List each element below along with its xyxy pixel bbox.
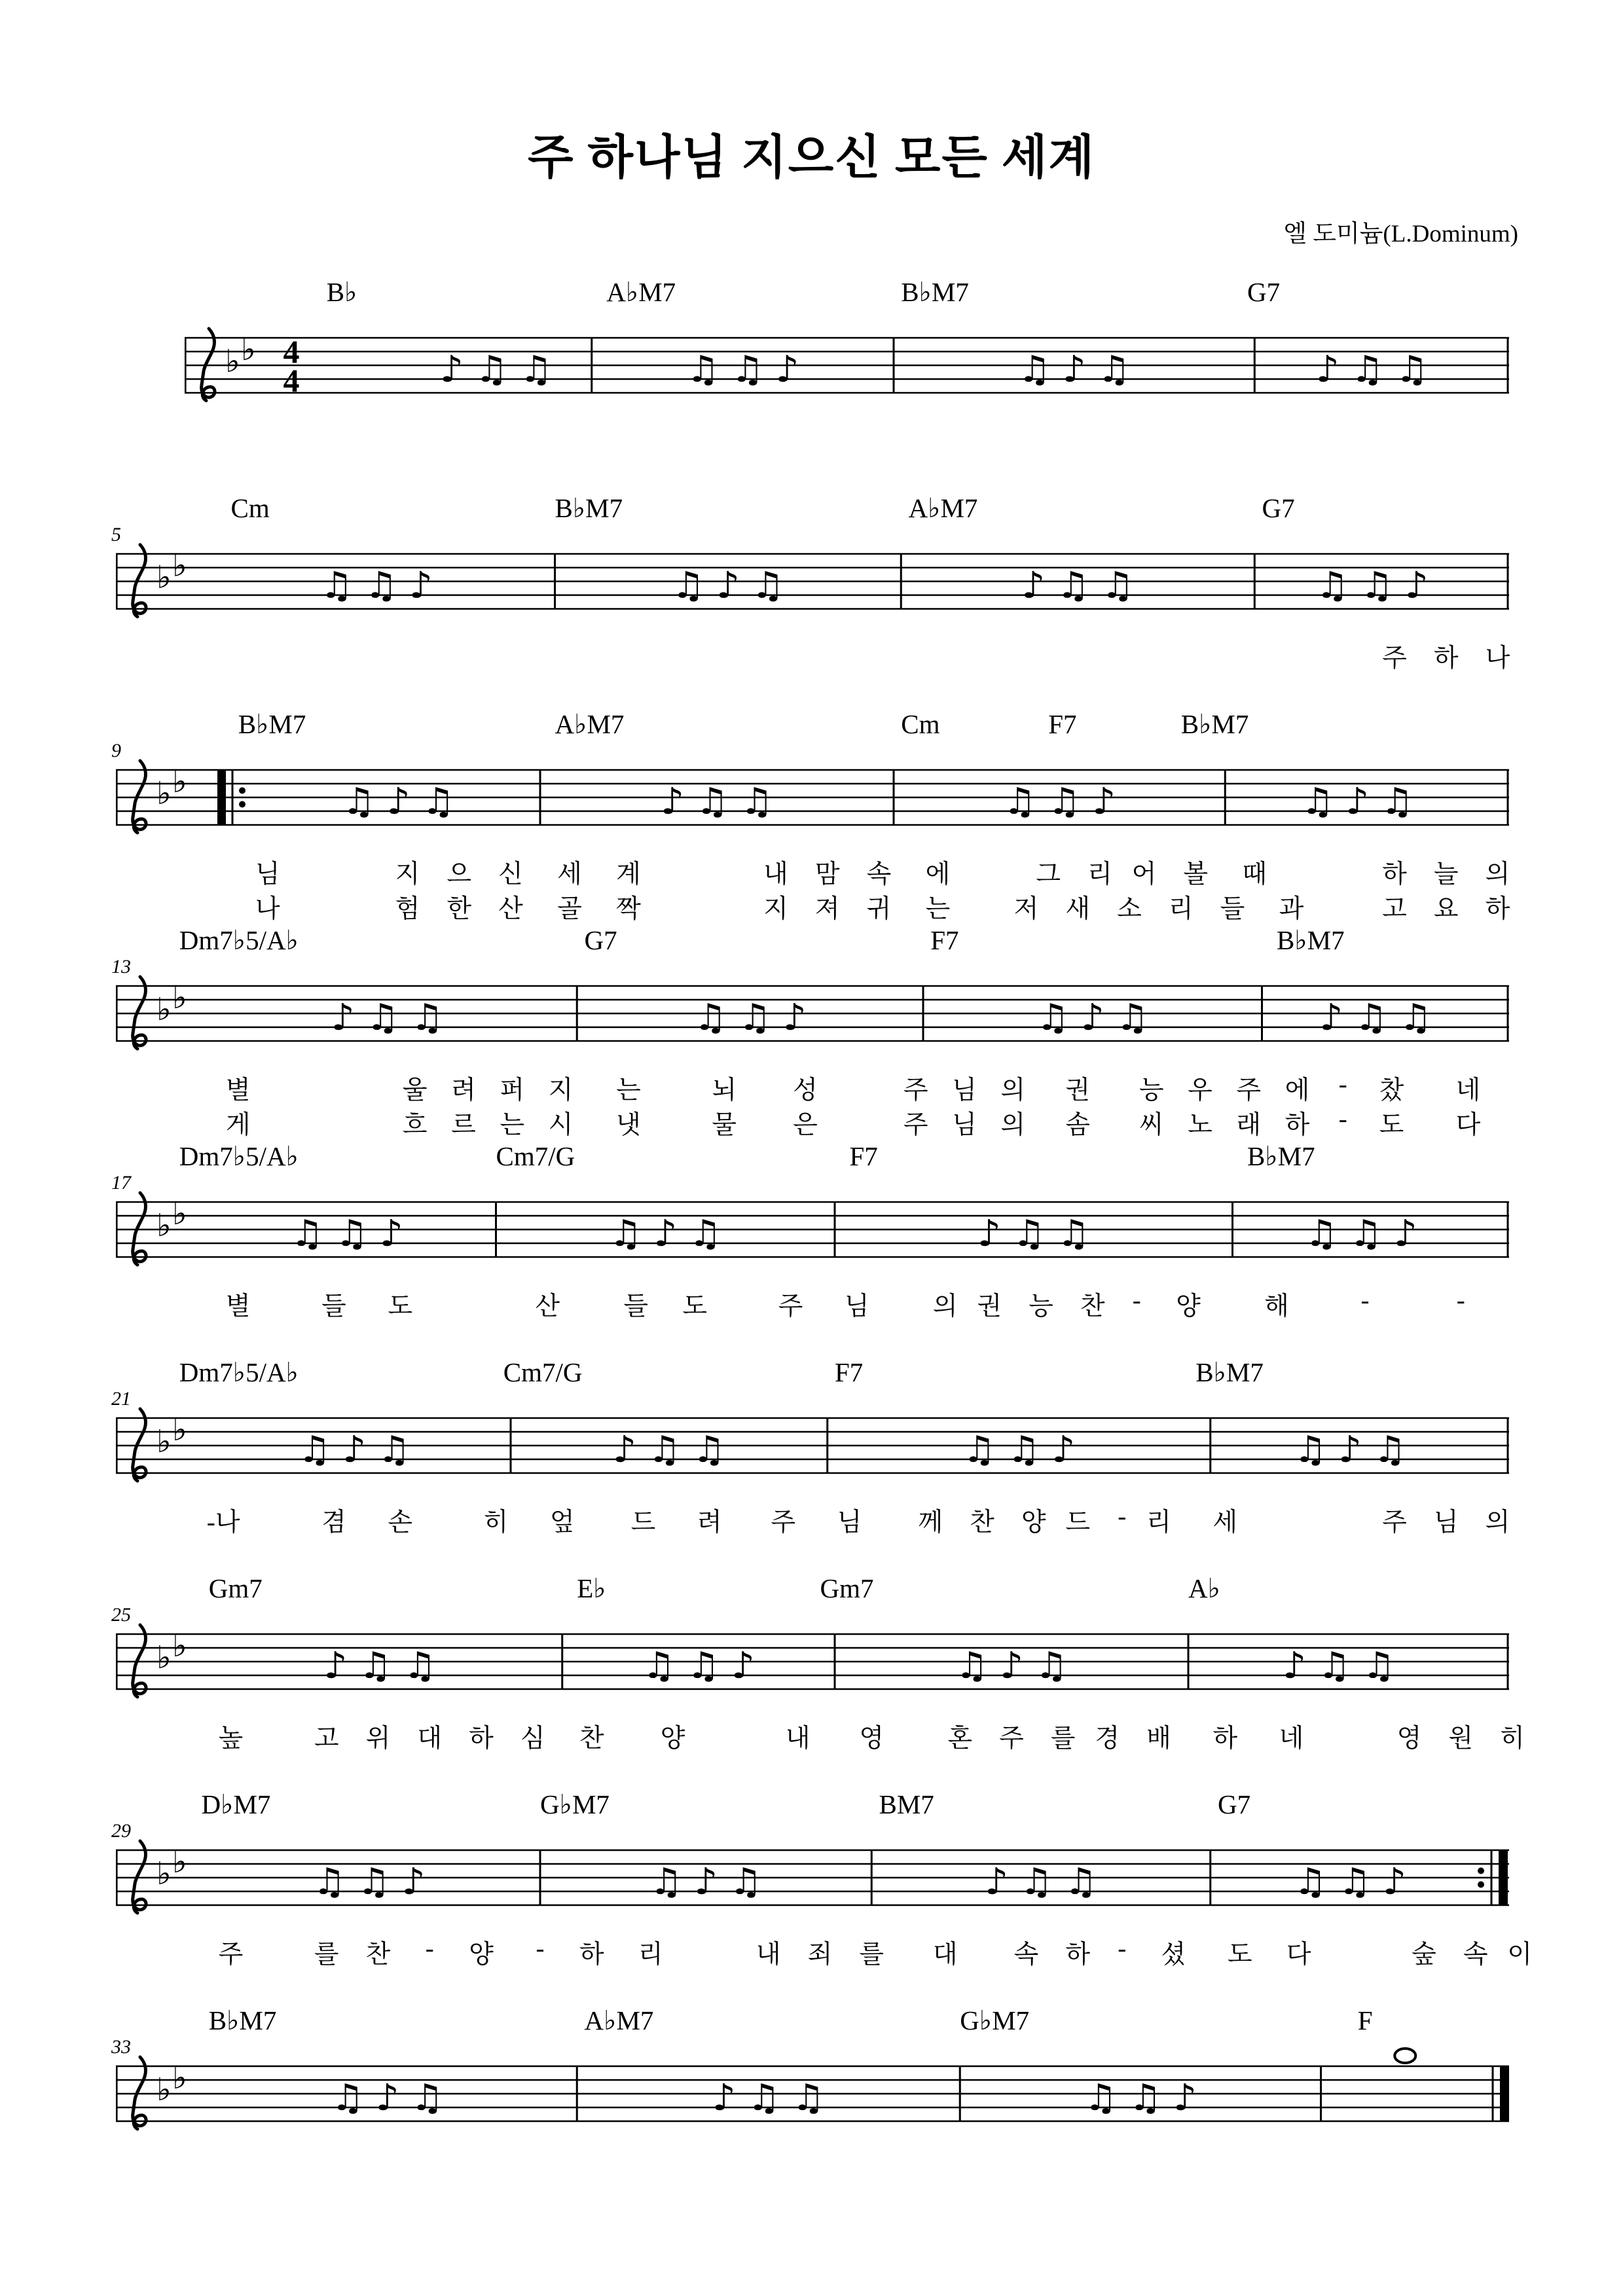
lyric-syllable: 께 — [918, 1508, 943, 1537]
lyric-syllable: 흐 — [402, 1111, 428, 1139]
lyric-syllable: 저 — [1013, 895, 1039, 923]
key-signature-flat-icon: ♭ — [156, 2071, 172, 2108]
measure-number: 29 — [111, 1820, 131, 1842]
staff-system — [98, 923, 1571, 1139]
key-signature-flat-icon: ♭ — [156, 1639, 172, 1676]
lyric-syllable: 성 — [793, 1076, 818, 1104]
lyric-syllable: 양 — [660, 1724, 685, 1753]
chord-symbol: B♭M7 — [208, 2005, 277, 2035]
notes-glyphs: ♫ ♪ ♫ — [331, 2077, 444, 2120]
chord-symbol: A♭M7 — [584, 2005, 654, 2035]
time-signature — [283, 333, 300, 399]
notes-glyphs: ♪ ♫ ♫ — [331, 996, 444, 1040]
chord-symbol: F7 — [1048, 709, 1077, 739]
lyric-syllable: 과 — [1279, 895, 1304, 923]
chord-symbol: Cm — [230, 493, 270, 523]
lyric-syllable: 냇 — [616, 1111, 641, 1139]
notes-glyphs: ♪ ♫ ♫ — [1283, 1645, 1395, 1688]
lyric-syllable: 의 — [1000, 1076, 1026, 1104]
lyric-syllable: 골 — [557, 895, 582, 923]
lyric-syllable: - — [1456, 1286, 1465, 1315]
lyric-syllable: 찬 — [970, 1508, 994, 1537]
lyric-syllable: 찬 — [365, 1941, 391, 1969]
notes-glyphs: ♫ ♫ ♪ — [319, 564, 433, 608]
lyric-syllable: - — [1338, 1105, 1347, 1133]
notes-glyphs: ♫ ♪ ♫ — [1301, 780, 1413, 824]
chord-symbol: B♭ — [326, 277, 357, 307]
lyric-syllable: 은 — [793, 1111, 818, 1139]
lyric-syllable: - — [1118, 1503, 1127, 1531]
lyric-syllable: 의 — [1000, 1111, 1026, 1139]
notes-glyphs: ♪ ♫ ♫ — [1319, 996, 1432, 1040]
lyric-syllable: 양 — [1176, 1292, 1201, 1321]
lyric-syllable: 권 — [1065, 1076, 1091, 1104]
lyric-syllable: 님 — [952, 1111, 977, 1139]
staff-system — [98, 1571, 1571, 1787]
lyric-syllable: 에 — [925, 860, 951, 888]
lyric-syllable: 퍼 — [500, 1076, 525, 1104]
lyric-syllable: 님 — [844, 1292, 869, 1321]
lyric-syllable: 높 — [218, 1724, 244, 1753]
lyric-syllable: 주 — [771, 1508, 796, 1537]
score-systems — [98, 275, 1571, 2239]
lyric-syllable: 나 — [255, 895, 280, 923]
key-signature-flat-icon: ♭ — [156, 1207, 172, 1244]
chord-symbol: B♭M7 — [1247, 1141, 1315, 1171]
chord-symbol: F7 — [849, 1141, 878, 1171]
staff — [98, 981, 1571, 1069]
lyric-syllable: 주 — [903, 1111, 928, 1139]
notes-glyphs: ♪ ♫ ♫ — [985, 1861, 1097, 1904]
lyric-syllable: - — [1132, 1286, 1141, 1315]
lyric-syllable: 양 — [469, 1941, 494, 1969]
lyric-syllable: 들 — [1220, 895, 1245, 923]
lyric-syllable: 혼 — [947, 1724, 973, 1753]
chord-symbol: E♭ — [577, 1573, 606, 1603]
chord-symbol: Gm7 — [208, 1573, 263, 1603]
lyric-syllable: 영 — [1396, 1724, 1422, 1753]
lyric-syllable: 찬 — [579, 1724, 604, 1753]
lyric-syllable: 한 — [447, 895, 472, 923]
lyric-syllable: 셨 — [1161, 1941, 1186, 1969]
chord-symbol: G7 — [1247, 277, 1281, 307]
lyric-syllable: 경 — [1095, 1724, 1120, 1753]
lyric-syllable: 능 — [1139, 1076, 1164, 1104]
lyric-syllable: 려 — [697, 1508, 722, 1537]
key-signature-flat-icon: ♭ — [156, 1855, 172, 1892]
chord-symbol: B♭M7 — [901, 277, 969, 307]
chord-symbol: A♭ — [1188, 1573, 1220, 1603]
staff — [98, 549, 1571, 637]
notes-glyphs: ♫ ♫ ♪ — [962, 1429, 1076, 1472]
lyric-syllable: 주 — [1382, 644, 1407, 672]
lyric-syllable: 도 — [682, 1292, 708, 1321]
lyric-syllable: 속 — [1013, 1941, 1039, 1969]
lyric-syllable: 님 — [837, 1508, 862, 1537]
key-signature-flat-icon: ♭ — [172, 763, 187, 800]
lyric-syllable: 맘 — [814, 860, 840, 888]
lyric-syllable: 하 — [1382, 860, 1407, 888]
notes-glyphs: ♫ ♫ ♪ — [1003, 780, 1116, 824]
chord-symbol: Dm7♭5/A♭ — [179, 1141, 299, 1171]
lyric-syllable: 도 — [1379, 1111, 1404, 1139]
notes-glyphs: ♫ ♪ ♫ — [955, 1645, 1068, 1688]
notes-glyphs: ♪ ♫ ♫ — [977, 1212, 1090, 1256]
lyric-syllable: 속 — [1463, 1941, 1488, 1969]
lyric-syllable: 하 — [579, 1941, 604, 1969]
lyric-syllable: - — [536, 1935, 545, 1963]
lyric-syllable: 소 — [1117, 895, 1142, 923]
chord-symbol: Cm7/G — [496, 1141, 575, 1171]
lyric-syllable: 새 — [1065, 895, 1091, 923]
key-signature-flat-icon: ♭ — [172, 1412, 187, 1448]
lyric-syllable: 를 — [314, 1941, 339, 1969]
chord-symbol: G7 — [1262, 493, 1295, 523]
lyric-syllable: 내 — [785, 1724, 811, 1753]
lyric-syllable: 양 — [1021, 1508, 1046, 1537]
lyric-syllable: 시 — [548, 1111, 574, 1139]
lyric-syllable: 이 — [1507, 1941, 1533, 1969]
lyric-syllable: 주 — [218, 1941, 244, 1969]
notes-glyphs: ♫ ♫ ♪ — [1084, 2077, 1197, 2120]
lyric-syllable: 는 — [616, 1076, 641, 1104]
lyric-syllable: 씨 — [1139, 1111, 1164, 1139]
notes-glyphs: ♫ ♫ ♪ — [1294, 1861, 1406, 1904]
key-signature-flat-icon: ♭ — [156, 559, 172, 596]
chord-symbol: D♭M7 — [201, 1789, 271, 1819]
chord-symbol: B♭M7 — [1195, 1357, 1264, 1387]
staff-system — [98, 1787, 1571, 2003]
lyric-syllable: 네 — [1279, 1724, 1304, 1753]
lyric-syllable: 의 — [1485, 1508, 1510, 1537]
lyric-syllable: 뇌 — [712, 1076, 737, 1104]
lyric-syllable: 져 — [814, 895, 840, 923]
lyric-syllable: 리 — [1087, 860, 1112, 888]
chord-symbol: G♭M7 — [540, 1789, 610, 1819]
key-signature-flat-icon: ♭ — [156, 991, 172, 1028]
notes-glyphs: ♫ ♫ ♪ — [642, 1645, 755, 1688]
staff-system — [98, 1355, 1571, 1571]
lyric-syllable: 드 — [1065, 1508, 1091, 1537]
lyric-syllable: 볼 — [1183, 860, 1209, 888]
lyric-syllable: 산 — [535, 1292, 560, 1321]
lyric-syllable: -나 — [206, 1508, 240, 1537]
staff — [98, 1845, 1571, 1933]
notes-glyphs: ♫ ♫ ♪ — [312, 1861, 426, 1904]
chord-symbol: B♭M7 — [1277, 925, 1345, 955]
score-title: 주 하나님 지으신 모든 세계 — [527, 132, 1096, 184]
key-signature-flat-icon: ♭ — [172, 979, 187, 1016]
lyric-syllable: 하 — [1433, 644, 1459, 672]
lyric-syllable: 세 — [557, 860, 582, 888]
chord-symbol: F7 — [835, 1357, 864, 1387]
staff-system — [98, 2003, 1571, 2219]
lyric-syllable: 님 — [952, 1076, 977, 1104]
staff — [98, 2061, 1571, 2149]
chord-symbol: Cm7/G — [503, 1357, 583, 1387]
lyric-syllable: 래 — [1236, 1111, 1262, 1139]
lyric-syllable: 게 — [225, 1111, 251, 1139]
lyric-syllable: 드 — [630, 1508, 656, 1537]
lyric-syllable: 하 — [1485, 895, 1510, 923]
chord-symbol: F — [1357, 2005, 1373, 2035]
lyric-syllable: 겸 — [321, 1508, 346, 1537]
lyric-syllable: 려 — [451, 1076, 476, 1104]
chord-symbol: B♭M7 — [555, 493, 623, 523]
chord-symbol: G♭M7 — [960, 2005, 1030, 2035]
lyric-syllable: 주 — [999, 1724, 1024, 1753]
lyric-syllable: 리 — [638, 1941, 663, 1969]
svg-text:4: 4 — [283, 333, 300, 370]
lyric-syllable: 도 — [1227, 1941, 1252, 1969]
lyric-syllable: 다 — [1455, 1111, 1481, 1139]
staff — [98, 765, 1571, 853]
lyric-line — [98, 638, 1571, 672]
lyric-syllable: 내 — [763, 860, 788, 888]
lyric-syllable: 주 — [903, 1076, 928, 1104]
notes-glyphs: ♫ ♪ ♫ — [298, 1429, 410, 1472]
lyric-syllable: 찬 — [1080, 1292, 1105, 1321]
key-signature-flat-icon: ♭ — [225, 343, 240, 380]
lyric-syllable: 의 — [1485, 860, 1510, 888]
lyric-syllable: 영 — [859, 1724, 884, 1753]
chord-symbol: A♭M7 — [555, 709, 625, 739]
lyric-syllable: 리 — [1168, 895, 1194, 923]
lyric-syllable: 숲 — [1412, 1941, 1436, 1969]
lyric-syllable: 속 — [866, 860, 892, 888]
measure-number: 25 — [111, 1604, 131, 1626]
lyric-syllable: 고 — [314, 1724, 339, 1753]
lyric-syllable: 요 — [1433, 895, 1459, 923]
notes-glyphs: ♫ ♪ ♫ — [1036, 996, 1149, 1040]
lyric-syllable: 울 — [402, 1076, 428, 1104]
lyric-syllable: 엎 — [549, 1508, 575, 1537]
notes-glyphs: ♫ ♪ ♫ — [672, 564, 784, 608]
lyric-line — [98, 1934, 1571, 1968]
lyric-syllable: - — [1338, 1070, 1347, 1099]
notes-glyphs: ♫ ♫ ♪ — [1304, 1212, 1417, 1256]
lyric-syllable: 찼 — [1379, 1076, 1404, 1104]
chord-symbol: B♭M7 — [238, 709, 306, 739]
lyric-syllable: 해 — [1264, 1292, 1289, 1321]
lyric-syllable: 별 — [225, 1076, 251, 1104]
lyric-syllable: 님 — [255, 860, 280, 888]
staff — [98, 1629, 1571, 1717]
chord-symbol: G7 — [1218, 1789, 1251, 1819]
measure-number: 9 — [111, 740, 121, 761]
chord-symbol: A♭M7 — [606, 277, 676, 307]
notes-glyphs: ♪ ♫ ♫ — [613, 1429, 725, 1472]
lyric-syllable: 하 — [1285, 1111, 1310, 1139]
chord-symbol: G7 — [584, 925, 617, 955]
lyric-syllable: 험 — [395, 895, 420, 923]
lyric-syllable: 능 — [1029, 1292, 1053, 1321]
lyric-syllable: 그 — [1036, 860, 1061, 888]
lyric-syllable: 리 — [1146, 1508, 1171, 1537]
lyric-line — [98, 1718, 1571, 1752]
lyric-syllable: 다 — [1286, 1941, 1311, 1969]
notes-glyphs: ♫ ♪ ♫ — [649, 1861, 762, 1904]
chord-symbol: Dm7♭5/A♭ — [179, 925, 299, 955]
notes-glyphs: ♪ ♫ ♫ — [440, 348, 553, 392]
lyric-syllable: 죄 — [807, 1941, 833, 1969]
whole-note-icon — [1395, 2049, 1415, 2063]
notes-glyphs: ♫ ♪ ♫ — [609, 1212, 722, 1256]
lyric-syllable: 지 — [763, 895, 788, 923]
notes-glyphs: ♫ ♪ ♫ — [1294, 1429, 1406, 1472]
notes-glyphs: ♫ ♪ ♫ — [1017, 348, 1131, 392]
lyric-syllable: - — [425, 1935, 434, 1963]
key-signature-flat-icon: ♭ — [156, 775, 172, 812]
composer-credit: 엘 도미늄(L.Dominum) — [1283, 221, 1518, 247]
key-signature-flat-icon: ♭ — [172, 1844, 187, 1880]
lyric-syllable: 네 — [1455, 1076, 1481, 1104]
lyric-syllable: 히 — [483, 1508, 509, 1537]
lyric-syllable: 하 — [1213, 1724, 1238, 1753]
lyric-syllable: 심 — [520, 1724, 545, 1753]
notes-glyphs: ♪ ♫ ♫ — [323, 1645, 437, 1688]
lyric-line — [98, 1502, 1571, 1536]
notes-glyphs: ♫ ♫ ♪ — [1315, 564, 1429, 608]
lyric-syllable: 주 — [778, 1292, 803, 1321]
lyric-syllable: 히 — [1500, 1724, 1525, 1753]
lyric-syllable: 위 — [365, 1724, 391, 1753]
lyric-syllable: 물 — [712, 1111, 737, 1139]
lyric-line — [98, 1070, 1571, 1104]
lyric-syllable: 르 — [451, 1111, 476, 1139]
lyric-syllable: 를 — [859, 1941, 884, 1969]
lyric-syllable: 늘 — [1433, 860, 1459, 888]
lyric-syllable: 들 — [321, 1292, 346, 1321]
lyric-syllable: 짝 — [616, 895, 641, 923]
lyric-syllable: 하 — [469, 1724, 494, 1753]
chord-symbol: A♭M7 — [908, 493, 978, 523]
lyric-line — [98, 1286, 1571, 1320]
notes-glyphs: ♫ ♫ ♪ — [693, 996, 807, 1040]
chord-symbol: BM7 — [879, 1789, 934, 1819]
measure-number: 13 — [111, 956, 131, 977]
lyric-syllable: 권 — [977, 1292, 1002, 1321]
lyric-syllable: 노 — [1188, 1111, 1213, 1139]
lyric-syllable: 도 — [388, 1292, 413, 1321]
lyric-syllable: 는 — [925, 895, 951, 923]
lyric-syllable: 산 — [498, 895, 523, 923]
chord-symbol: Gm7 — [820, 1573, 874, 1603]
measure-number: 33 — [111, 2036, 131, 2058]
key-signature-flat-icon: ♭ — [172, 1195, 187, 1232]
lyric-syllable: 배 — [1146, 1724, 1171, 1753]
lyric-syllable: 나 — [1485, 644, 1510, 672]
chord-symbol: B♭M7 — [1180, 709, 1249, 739]
staff — [98, 1197, 1571, 1285]
notes-glyphs: ♫ ♫ ♪ — [290, 1212, 403, 1256]
lyric-syllable: 주 — [1236, 1076, 1262, 1104]
lyric-syllable: 대 — [417, 1724, 443, 1753]
lyric-syllable: 의 — [932, 1292, 958, 1321]
lyric-syllable: 주 — [1382, 1508, 1407, 1537]
lyric-syllable: 들 — [623, 1292, 649, 1321]
lyric-syllable: 지 — [548, 1076, 574, 1104]
lyric-syllable: 별 — [225, 1292, 251, 1321]
lyric-syllable: 원 — [1448, 1724, 1474, 1753]
lyric-syllable: 대 — [932, 1941, 958, 1969]
notes-glyphs: ♪ ♫ ♫ — [1021, 564, 1135, 608]
staff — [98, 333, 1571, 421]
measure-number: 21 — [111, 1388, 131, 1410]
key-signature-flat-icon: ♭ — [172, 2060, 187, 2096]
lyric-syllable: 하 — [1065, 1941, 1091, 1969]
staff-system — [98, 1139, 1571, 1355]
lyric-line — [98, 888, 1571, 922]
notes-glyphs: ♫ ♪ ♫ — [342, 780, 455, 824]
lyric-syllable: 손 — [388, 1508, 413, 1537]
chord-symbol: Cm — [901, 709, 940, 739]
chord-symbol: Dm7♭5/A♭ — [179, 1357, 299, 1387]
lyric-syllable: 어 — [1131, 860, 1157, 888]
notes-glyphs: ♫ ♫ ♪ — [686, 348, 799, 392]
lyric-syllable: 님 — [1433, 1508, 1459, 1537]
lyric-syllable: 는 — [500, 1111, 525, 1139]
notes-glyphs: ♪ ♫ ♫ — [661, 780, 773, 824]
staff-system — [98, 275, 1571, 491]
lyric-syllable: 때 — [1242, 860, 1267, 888]
lyric-syllable: - — [1360, 1286, 1370, 1315]
lyric-syllable: 으 — [447, 860, 472, 888]
chord-symbol: F7 — [930, 925, 959, 955]
key-signature-flat-icon: ♭ — [172, 547, 187, 584]
lyric-syllable: 지 — [395, 860, 420, 888]
notes-glyphs: ♪ ♫ ♫ — [712, 2077, 825, 2120]
lyric-line — [98, 1104, 1571, 1139]
measure-number: 17 — [111, 1172, 131, 1194]
key-signature-flat-icon: ♭ — [172, 1628, 187, 1664]
lyric-syllable: 신 — [498, 860, 523, 888]
lyric-syllable: 우 — [1188, 1076, 1213, 1104]
staff-system — [98, 491, 1571, 707]
lyric-syllable: 내 — [756, 1941, 781, 1969]
lyric-line — [98, 854, 1571, 888]
lyric-syllable: - — [1118, 1935, 1127, 1963]
lyric-syllable: 솜 — [1065, 1111, 1091, 1139]
lyric-syllable: 계 — [616, 860, 641, 888]
svg-text:4: 4 — [283, 362, 300, 399]
key-signature-flat-icon: ♭ — [156, 1423, 172, 1460]
lyric-syllable: 를 — [1050, 1724, 1076, 1753]
key-signature-flat-icon: ♭ — [241, 331, 256, 368]
measure-number: 5 — [111, 524, 121, 545]
notes-glyphs: ♪ ♫ ♫ — [1315, 348, 1429, 392]
staff-system — [98, 707, 1571, 923]
lyric-syllable: 귀 — [866, 895, 892, 923]
lyric-syllable: 고 — [1382, 895, 1407, 923]
staff — [98, 1413, 1571, 1501]
lyric-syllable: 에 — [1285, 1076, 1310, 1104]
lyric-syllable: 세 — [1213, 1508, 1238, 1537]
